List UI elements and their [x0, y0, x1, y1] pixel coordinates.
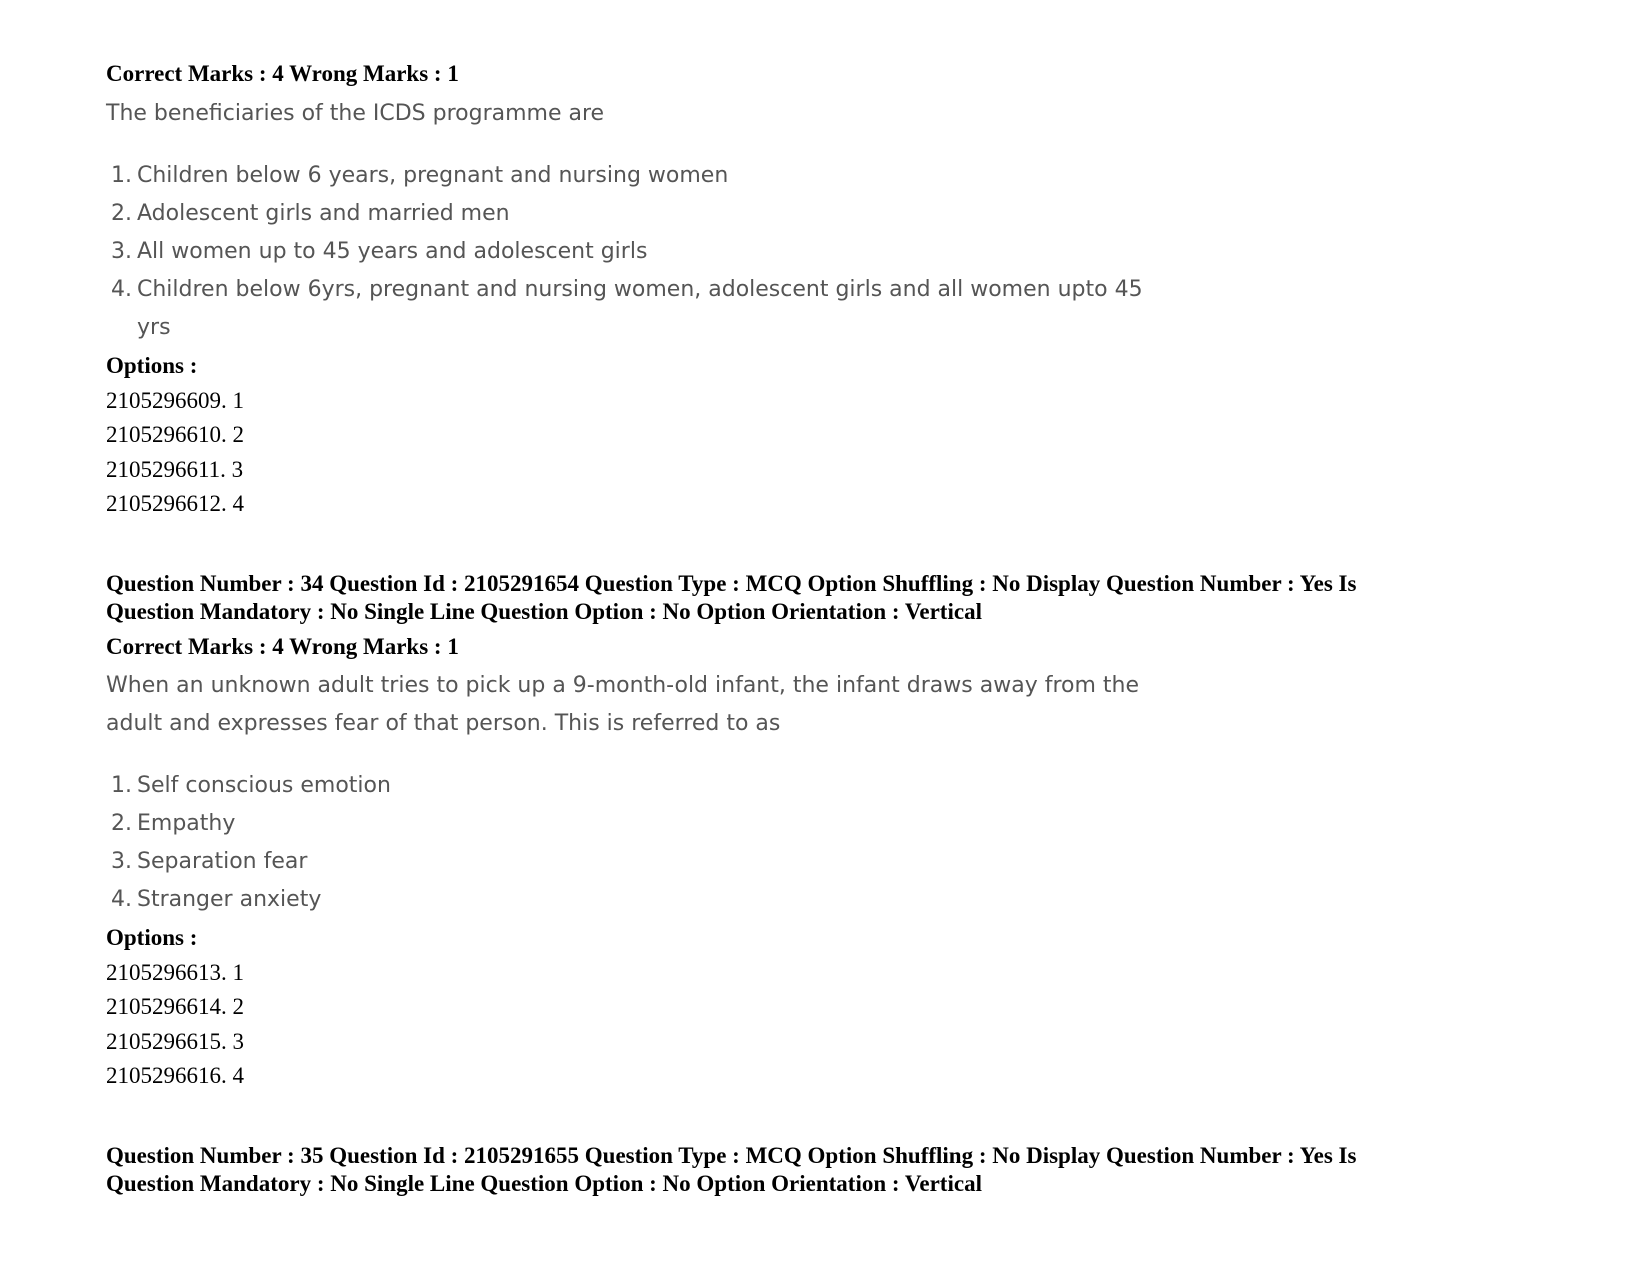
q34-question-text-line-1: When an unknown adult tries to pick up a 9-month-old infant, the infant draws away from the: [106, 673, 1140, 698]
q33-choice-4: [111, 276, 1143, 304]
q34-option-id-1: 2105296613. 1: [106, 960, 244, 985]
q33-question-text: The beneficiaries of the ICDS programme are: [106, 101, 605, 126]
q35-meta-line-2: Question Mandatory : No Single Line Question Option : No Option Orientation : Vertical: [106, 1171, 982, 1196]
q34-choice-2-number: 2.: [111, 811, 132, 836]
q34-choice-1-text: Self conscious emotion: [137, 773, 391, 798]
q34-option-id-3: 2105296615. 3: [106, 1029, 244, 1054]
q33-choice-4-number: 4.: [111, 277, 132, 302]
q33-options-label: Options :: [106, 353, 198, 378]
q33-option-id-2: 2105296610. 2: [106, 422, 244, 447]
q34-choice-3: [111, 848, 307, 876]
q34-option-id-2: 2105296614. 2: [106, 994, 244, 1019]
q34-choice-2: [111, 810, 235, 838]
q33-option-id-4: 2105296612. 4: [106, 491, 244, 516]
q33-choice-3-number: 3.: [111, 239, 132, 264]
q33-marks: Correct Marks : 4 Wrong Marks : 1: [106, 61, 459, 86]
q34-choice-4: [111, 886, 321, 914]
q33-choice-2-number: 2.: [111, 201, 132, 226]
q34-choice-3-number: 3.: [111, 849, 132, 874]
q33-choice-1-text: Children below 6 years, pregnant and nursing women: [137, 163, 729, 188]
q34-option-id-4: 2105296616. 4: [106, 1063, 244, 1088]
q33-option-id-3: 2105296611. 3: [106, 457, 244, 482]
q34-meta-line-1: Question Number : 34 Question Id : 2105291654 Question Type : MCQ Option Shuffling : No Display Question Number : Yes Is: [106, 571, 1357, 596]
q34-choice-3-text: Separation fear: [137, 849, 308, 874]
q33-choice-1: [111, 162, 728, 190]
q34-question-text-line-2: adult and expresses fear of that person. This is referred to as: [106, 711, 781, 736]
q33-choice-3-text: All women up to 45 years and adolescent girls: [137, 239, 648, 264]
q34-choice-4-text: Stranger anxiety: [137, 887, 322, 912]
q33-choice-2: [111, 200, 510, 228]
q34-marks: Correct Marks : 4 Wrong Marks : 1: [106, 634, 459, 659]
q33-choice-2-text: Adolescent girls and married men: [137, 201, 510, 226]
q34-choice-4-number: 4.: [111, 887, 132, 912]
q34-choice-2-text: Empathy: [137, 811, 236, 836]
q33-choice-4-continuation: yrs: [137, 315, 171, 340]
q35-meta-line-1: Question Number : 35 Question Id : 2105291655 Question Type : MCQ Option Shuffling : No Display Question Number : Yes Is: [106, 1143, 1357, 1168]
q34-choice-1: [111, 772, 391, 800]
q33-choice-1-number: 1.: [111, 163, 132, 188]
q33-choice-3: [111, 238, 647, 266]
q34-meta-line-2: Question Mandatory : No Single Line Question Option : No Option Orientation : Vertical: [106, 599, 982, 624]
q33-choice-4-text: Children below 6yrs, pregnant and nursing women, adolescent girls and all women upto 45: [137, 277, 1143, 302]
q34-choice-1-number: 1.: [111, 773, 132, 798]
q33-option-id-1: 2105296609. 1: [106, 388, 244, 413]
q34-options-label: Options :: [106, 925, 198, 950]
